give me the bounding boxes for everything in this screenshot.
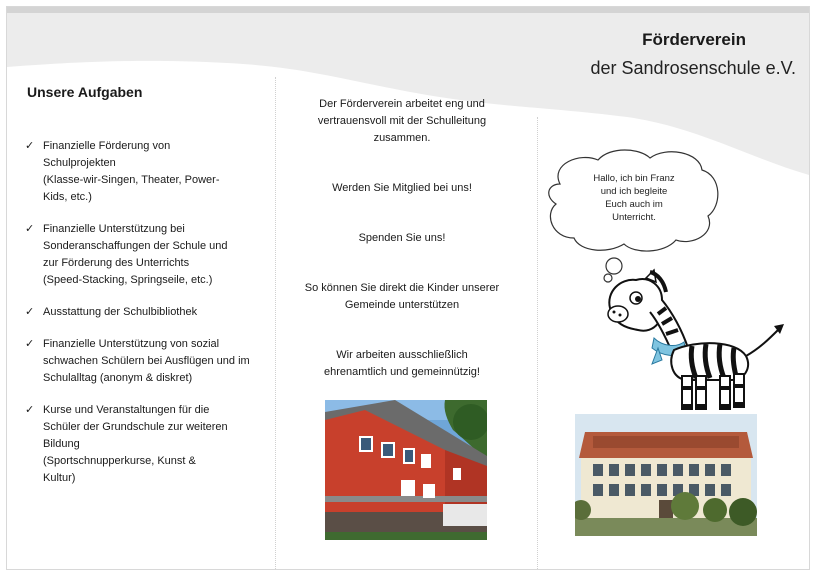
info-line: Gemeinde unterstützen xyxy=(344,299,460,311)
info-line: Der Förderverein arbeitet eng und xyxy=(319,98,485,110)
column-divider xyxy=(275,77,276,569)
info-line: Werden Sie Mitglied bei uns! xyxy=(332,182,472,194)
bubble-line: Unterricht. xyxy=(612,212,656,223)
info-line: Spenden Sie uns! xyxy=(358,232,446,244)
checkmark-icon: ✓ xyxy=(25,140,35,152)
task-line: (Sportschnupperkurse, Kunst & xyxy=(43,455,196,467)
checkmark-icon: ✓ xyxy=(25,223,35,235)
task-line: Finanzielle Unterstützung von sozial xyxy=(43,338,220,350)
task-line: Sonderanschaffungen der Schule und xyxy=(43,240,228,252)
info-paragraph xyxy=(278,96,526,147)
task-line: Finanzielle Unterstützung bei xyxy=(43,223,185,235)
info-line: vertrauensvoll mit der Schulleitung xyxy=(317,115,487,127)
bubble-line: und ich begleite xyxy=(600,186,668,197)
task-line: Bildung xyxy=(43,438,80,450)
checkmark-icon: ✓ xyxy=(25,338,35,350)
task-line: Kids, etc.) xyxy=(43,191,92,203)
task-line: Finanzielle Förderung von xyxy=(43,140,171,152)
info-paragraph xyxy=(278,280,526,314)
school-photo-red-building xyxy=(325,400,487,540)
header-title: Förderverein xyxy=(642,30,746,49)
column-divider xyxy=(537,117,538,570)
task-line: Schüler der Grundschule zur weiteren xyxy=(43,421,228,433)
tasks-column xyxy=(24,84,269,502)
list-item xyxy=(24,138,269,206)
task-line: Ausstattung der Schulbibliothek xyxy=(43,306,198,318)
list-item xyxy=(24,304,269,321)
list-item xyxy=(24,221,269,289)
bubble-line: Euch auch im xyxy=(605,199,663,210)
task-line: Kurse und Veranstaltungen für die xyxy=(43,404,210,416)
info-line: Wir arbeiten ausschließlich xyxy=(336,349,468,361)
checkmark-icon: ✓ xyxy=(25,306,35,318)
zebra-mascot-illustration xyxy=(596,268,786,414)
list-item xyxy=(24,336,269,387)
task-line: Kultur) xyxy=(43,472,76,484)
task-line: Schulalltag (anonym & diskret) xyxy=(43,372,193,384)
info-column xyxy=(278,96,526,381)
info-paragraph xyxy=(278,180,526,197)
info-line: ehrenamtlich und gemeinnützig! xyxy=(324,366,480,378)
thought-bubble-text xyxy=(572,172,696,224)
tasks-heading: Unsere Aufgaben xyxy=(27,84,143,100)
info-line: zusammen. xyxy=(373,132,431,144)
task-line: (Speed-Stacking, Springseile, etc.) xyxy=(43,274,213,286)
info-line: So können Sie direkt die Kinder unserer xyxy=(304,282,500,294)
task-line: zur Förderung des Unterrichts xyxy=(43,257,190,269)
bubble-line: Hallo, ich bin Franz xyxy=(593,173,675,184)
list-item xyxy=(24,402,269,487)
task-line: schwachen Schülern bei Ausflügen und im xyxy=(43,355,250,367)
info-paragraph xyxy=(278,347,526,381)
task-list xyxy=(24,138,269,487)
school-photo-cream-building xyxy=(575,414,757,536)
task-line: Schulprojekten xyxy=(43,157,116,169)
info-paragraph xyxy=(278,230,526,247)
task-line: (Klasse-wir-Singen, Theater, Power- xyxy=(43,174,220,186)
checkmark-icon: ✓ xyxy=(25,404,35,416)
header-subtitle: der Sandrosenschule e.V. xyxy=(590,58,796,78)
